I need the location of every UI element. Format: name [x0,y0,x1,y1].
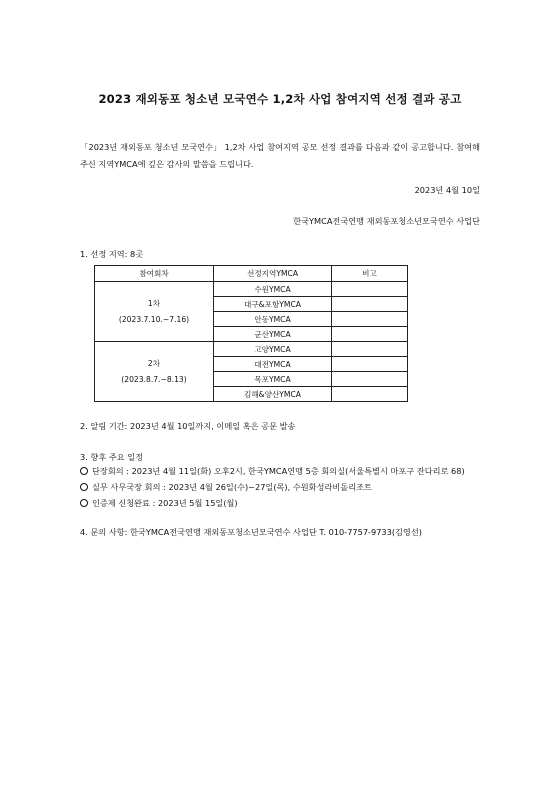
schedule-item-text: 실무 사무국장 회의 : 2023년 4월 26일(수)~27일(목), 수원화성라비돌리조트 [92,482,372,492]
region-cell: 군산YMCA [214,327,332,342]
section-4-text: 4. 문의 사항: 한국YMCA전국연맹 재외동포청소년모국연수 사업단 T. 010-7757-9733(김영선) [80,527,422,537]
region-cell: 안동YMCA [214,312,332,327]
table-header-row [95,266,408,282]
section-1-heading: 1. 선정 지역: 8곳 [80,249,144,259]
circle-bullet-icon [80,467,88,475]
schedule-item [80,466,465,477]
schedule-item-text: 단장회의 : 2023년 4월 11일(화) 오후2시, 한국YMCA연맹 5층 회의실(서울특별시 마포구 잔다리로 68) [92,466,465,476]
organization-name: 한국YMCA전국연맹 재외동포청소년모국연수 사업단 [293,216,480,226]
region-cell: 수원YMCA [214,282,332,297]
region-cell: 고양YMCA [214,342,332,357]
header-region: 선정지역YMCA [214,266,332,282]
table-row [95,342,408,357]
circle-bullet-icon [80,483,88,491]
section-3-heading: 3. 향후 주요 일정 [80,452,144,462]
region-cell: 대전YMCA [214,357,332,372]
section-2-text: 2. 알림 기간: 2023년 4월 10일까지, 이메일 혹은 공문 발송 [80,421,296,431]
note-cell [332,357,408,372]
announcement-date: 2023년 4월 10일 [414,185,480,195]
round-label: 2차 [147,358,161,368]
region-cell: 목포YMCA [214,372,332,387]
note-cell [332,312,408,327]
note-cell [332,387,408,402]
note-cell [332,342,408,357]
note-cell [332,282,408,297]
region-cell: 대구&포항YMCA [214,297,332,312]
header-round: 참여회차 [95,266,214,282]
round-period: (2023.7.10.~7.16) [118,314,190,324]
round-period: (2023.8.7.~8.13) [121,374,187,384]
header-note: 비고 [332,266,408,282]
schedule-item [80,482,372,493]
note-cell [332,297,408,312]
table-row [95,282,408,297]
region-cell: 김해&양산YMCA [214,387,332,402]
selection-table [94,265,408,402]
note-cell [332,372,408,387]
note-cell [332,327,408,342]
schedule-item-text: 인증제 신청완료 : 2023년 5월 15일(월) [92,498,238,508]
schedule-item [80,498,238,509]
circle-bullet-icon [80,499,88,507]
round-cell-1 [95,282,214,342]
intro-paragraph: 「2023년 재외동포 청소년 모국연수」 1,2차 사업 참여지역 공모 선정 결과를 다음과 같이 공고합니다. 참여해주신 지역YMCA에 깊은 감사의 말씀을 드립니다. [80,142,480,169]
round-label: 1차 [147,298,161,308]
round-cell-2 [95,342,214,402]
document-title: 2023 재외동포 청소년 모국연수 1,2차 사업 참여지역 선정 결과 공고 [98,92,462,106]
